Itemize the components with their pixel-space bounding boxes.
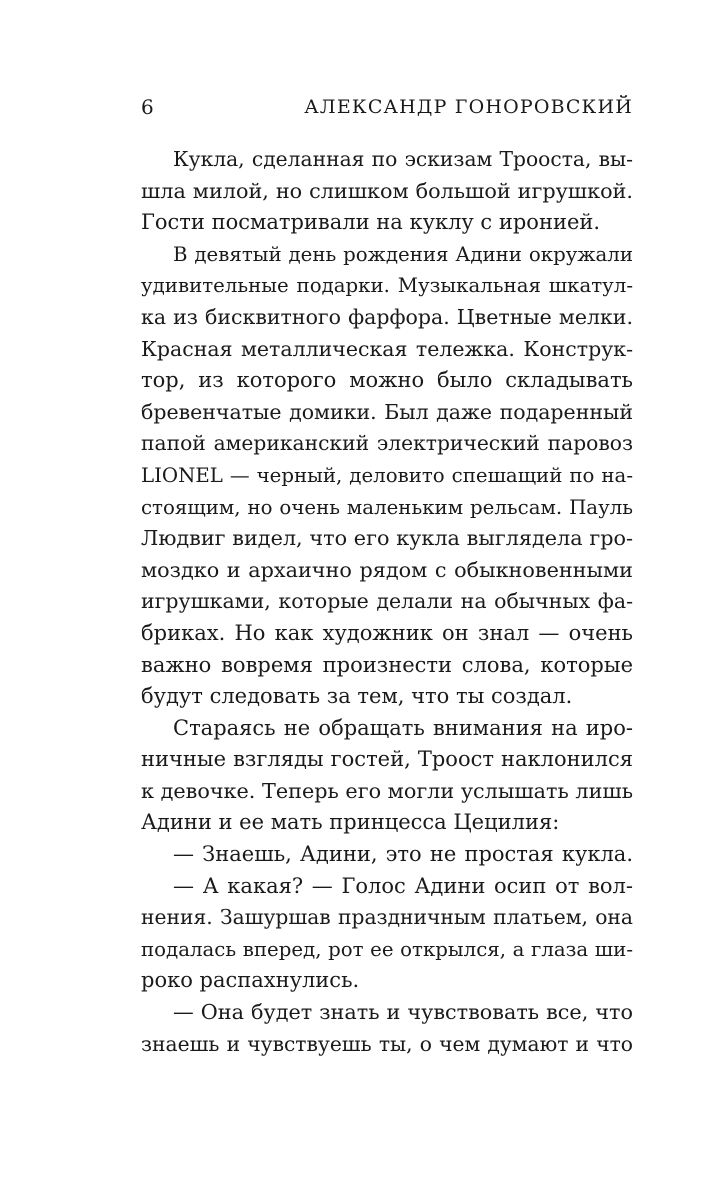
text-line: — А какая? — Голос Адини осип от вол-: [173, 873, 633, 898]
text-line: Кукла, сделанная по эскизам Трооста, вы-: [173, 147, 633, 171]
text-line: папой американский электрический паровоз: [141, 431, 633, 456]
text-line: ничные взгляды гостей, Троост наклонился: [141, 747, 633, 772]
text-line: стоящим, но очень маленьким рельсам. Пауль: [141, 495, 633, 519]
running-header: [141, 92, 633, 122]
text-line: удивительные подарки. Музыкальная шкатул-: [141, 274, 633, 298]
text-line: важно вовремя произнести слова, которые: [141, 652, 633, 677]
text-line: Стараясь не обращать внимания на иро-: [173, 715, 633, 740]
text-line: Людвиг видел, что его кукла выглядела гро-: [141, 526, 633, 551]
text-line: моздко и архаично рядом с обыкновенными: [141, 557, 633, 582]
text-line: игрушками, которые делали на обычных фа-: [141, 589, 633, 614]
running-title: АЛЕКСАНДР ГОНОРОВСКИЙ: [304, 96, 633, 118]
text-line: Гости посматривали на куклу с иронией.: [141, 210, 601, 235]
text-line: LIONEL — черный, деловито спешащий по на-: [141, 463, 633, 487]
text-line: бриках. Но как художник он знал — очень: [141, 620, 633, 645]
text-line: бревенчатые домики. Был даже подаренный: [141, 399, 633, 424]
text-line: тор, из которого можно было складывать: [141, 368, 633, 393]
page-number: 6: [141, 95, 154, 119]
text-line: знаешь и чувствуешь ты, о чем думают и что: [141, 1031, 633, 1056]
text-line: шла милой, но слишком большой игрушкой.: [141, 178, 633, 203]
text-line: — Она будет знать и чувствовать все, что: [173, 1000, 633, 1025]
text-line: В девятый день рождения Адини окружали: [173, 242, 633, 266]
text-line: к девочке. Теперь его могли услышать лишь: [141, 778, 633, 803]
text-line: роко распахнулись.: [141, 968, 360, 993]
text-line: Адини и ее мать принцесса Цецилия:: [141, 810, 560, 835]
text-line: будут следовать за тем, что ты создал.: [141, 684, 573, 709]
text-line: нения. Зашуршав праздничным платьем, она: [141, 905, 633, 930]
text-line: подалась вперед, рот ее открылся, а глаза ши-: [141, 937, 633, 961]
text-line: — Знаешь, Адини, это не простая кукла.: [173, 842, 633, 867]
text-line: ка из бисквитного фарфора. Цветные мелки.: [141, 304, 633, 329]
text-line: Красная металлическая тележка. Конструк-: [141, 336, 633, 361]
body-text: [141, 144, 633, 1060]
